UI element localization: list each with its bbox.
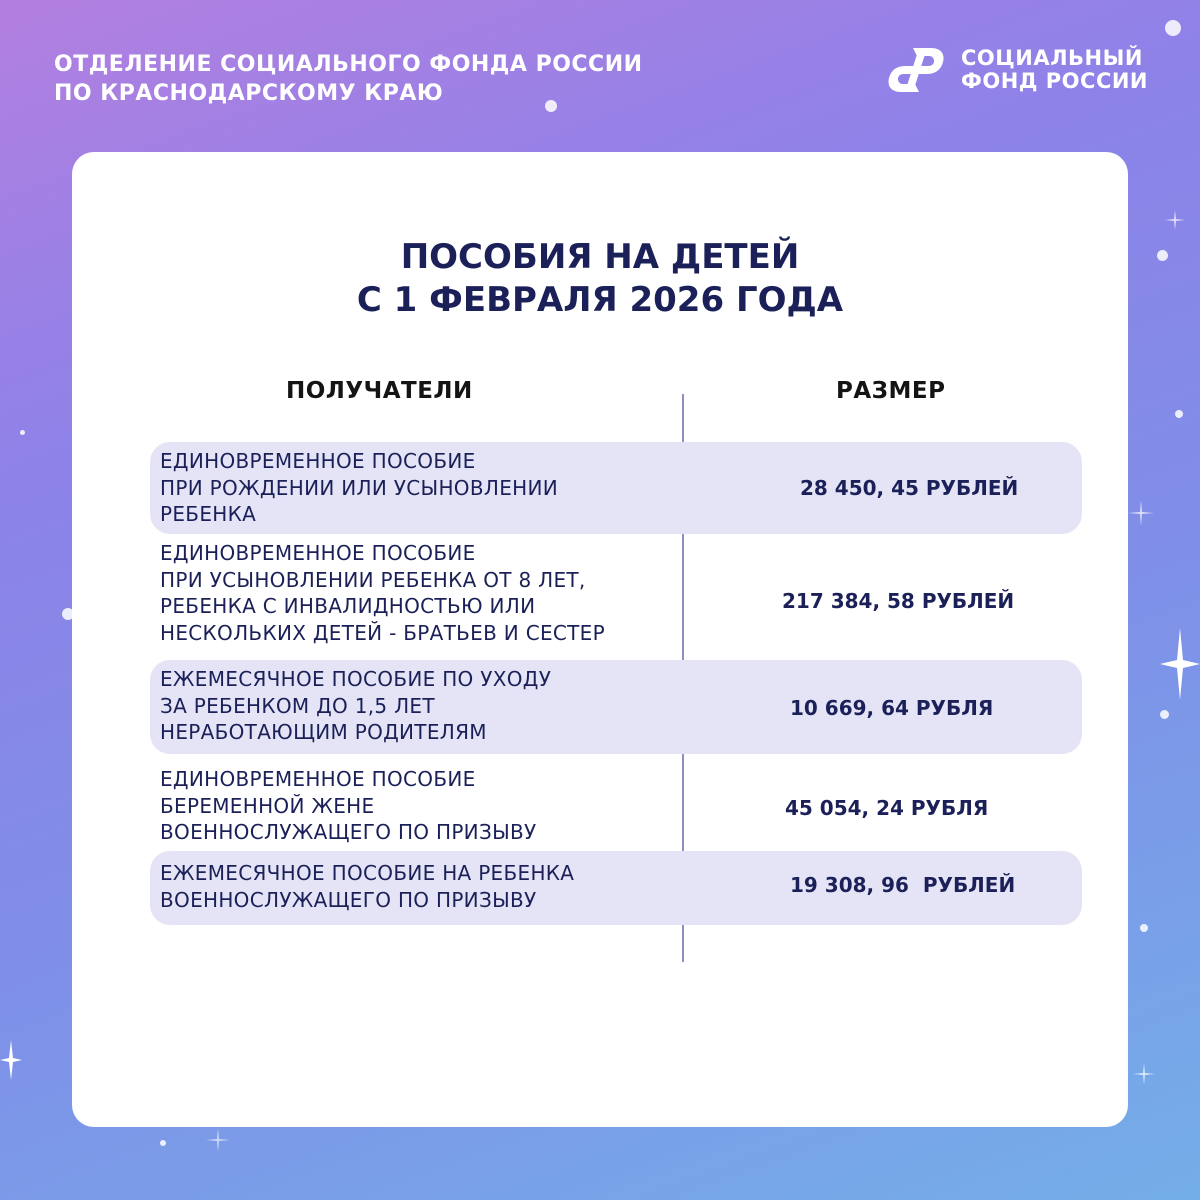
benefit-label	[160, 540, 605, 646]
org-title-line1: ОТДЕЛЕНИЕ СОЦИАЛЬНОГО ФОНДА РОССИИ	[54, 52, 643, 77]
benefit-row	[150, 442, 1082, 534]
star-dot	[20, 430, 25, 435]
sparkle-icon	[0, 1040, 22, 1080]
benefit-amount: 217 384, 58 РУБЛЕЙ	[782, 589, 1015, 613]
benefits-card	[72, 152, 1128, 1127]
sparkle-icon	[1160, 628, 1200, 700]
brand-text	[961, 47, 1148, 93]
brand-line1: СОЦИАЛЬНЫЙ	[961, 46, 1143, 70]
star-dot	[1140, 924, 1148, 932]
benefit-label-line: НЕСКОЛЬКИХ ДЕТЕЙ - БРАТЬЕВ И СЕСТЕР	[160, 620, 605, 645]
benefit-label-line: ЕЖЕМЕСЯЧНОЕ ПОСОБИЕ ПО УХОДУ	[160, 667, 552, 691]
benefit-label	[160, 666, 551, 746]
benefit-label-line: РЕБЕНКА С ИНВАЛИДНОСТЬЮ ИЛИ	[160, 594, 536, 618]
brand-line2: ФОНД РОССИИ	[961, 69, 1148, 93]
benefit-amount: 10 669, 64 РУБЛЯ	[790, 696, 994, 720]
benefit-label-line: ВОЕННОСЛУЖАЩЕГО ПО ПРИЗЫВУ	[160, 820, 537, 844]
benefit-label-line: ПРИ УСЫНОВЛЕНИИ РЕБЕНКА ОТ 8 ЛЕТ,	[160, 567, 586, 592]
benefit-label-line: НЕРАБОТАЮЩИМ РОДИТЕЛЯМ	[160, 720, 487, 744]
benefit-label-line: ПРИ РОЖДЕНИИ ИЛИ УСЫНОВЛЕНИИ	[160, 475, 558, 500]
star-dot	[545, 100, 557, 112]
benefit-label-line: ЕДИНОВРЕМЕННОЕ ПОСОБИЕ	[160, 541, 476, 565]
sparkle-icon	[1128, 500, 1154, 526]
sparkle-icon	[1165, 210, 1185, 230]
brand	[883, 42, 1148, 98]
benefit-row	[150, 760, 1082, 850]
star-dot	[1165, 20, 1181, 36]
benefit-row	[150, 851, 1082, 925]
benefit-amount: 45 054, 24 РУБЛЯ	[785, 796, 989, 820]
benefit-label-line: БЕРЕМЕННОЙ ЖЕНЕ	[160, 793, 375, 818]
benefit-amount: 28 450, 45 РУБЛЕЙ	[800, 476, 1019, 500]
sparkle-icon	[206, 1128, 230, 1152]
star-dot	[1160, 710, 1169, 719]
column-header-amount: РАЗМЕР	[836, 378, 946, 404]
benefit-label	[160, 860, 574, 913]
sfr-logo-icon	[883, 42, 949, 98]
org-title-line2: ПО КРАСНОДАРСКОМУ КРАЮ	[54, 81, 444, 106]
card-title	[72, 236, 1128, 322]
benefit-label-line: ВОЕННОСЛУЖАЩЕГО ПО ПРИЗЫВУ	[160, 887, 537, 912]
benefit-label-line: ЕДИНОВРЕМЕННОЕ ПОСОБИЕ	[160, 767, 476, 791]
benefit-row	[150, 536, 1082, 654]
card-title-line1: ПОСОБИЯ НА ДЕТЕЙ	[400, 237, 800, 277]
benefit-label-line: ЗА РЕБЕНКОМ ДО 1,5 ЛЕТ	[160, 693, 435, 718]
benefit-row	[150, 660, 1082, 754]
org-title	[54, 50, 643, 108]
benefit-label	[160, 448, 558, 528]
sparkle-icon	[1133, 1063, 1155, 1085]
benefit-label	[160, 766, 537, 846]
column-header-recipients: ПОЛУЧАТЕЛИ	[286, 378, 473, 404]
star-dot	[160, 1140, 166, 1146]
benefit-label-line: ЕЖЕМЕСЯЧНОЕ ПОСОБИЕ НА РЕБЕНКА	[160, 861, 575, 885]
benefit-amount: 19 308, 96 РУБЛЕЙ	[790, 873, 1016, 897]
star-dot	[1175, 410, 1183, 418]
benefit-label-line: ЕДИНОВРЕМЕННОЕ ПОСОБИЕ	[160, 449, 476, 473]
star-dot	[1157, 250, 1168, 261]
benefit-label-line: РЕБЕНКА	[160, 502, 257, 526]
card-title-line2: С 1 ФЕВРАЛЯ 2026 ГОДА	[356, 280, 844, 320]
